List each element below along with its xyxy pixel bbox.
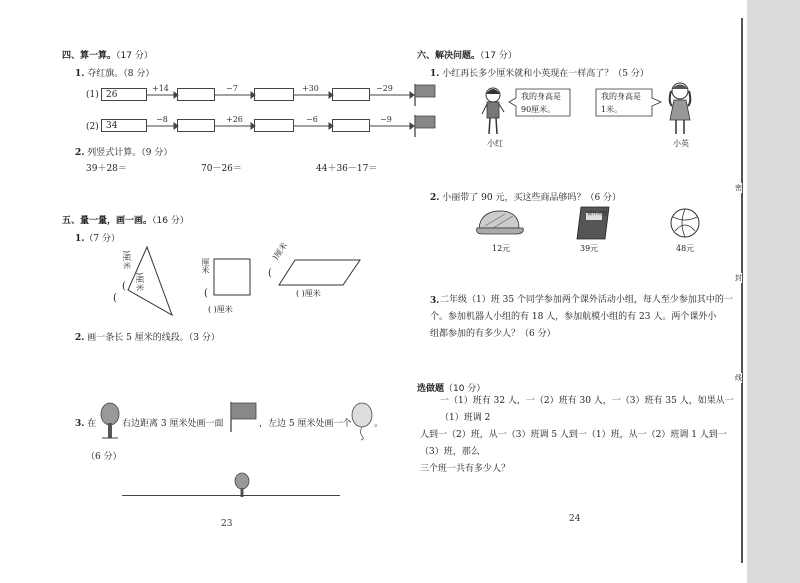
girl-xiaohong-icon <box>480 86 508 138</box>
square-label-left-paren: ( <box>204 288 208 299</box>
baseline <box>122 494 342 497</box>
section-5-title: 五、量一量，画一画。（16 分） <box>62 216 189 226</box>
question-5-3-text-c: ，左边 5 厘米处画一个 <box>259 419 352 429</box>
row2-tag: (2) <box>86 122 99 132</box>
girl-xiaoying-icon <box>665 80 695 138</box>
parallelogram-label-left-paren: ( <box>268 268 272 279</box>
question-5-3-text-d: 。 <box>374 419 384 429</box>
page-number-left: 23 <box>221 519 233 529</box>
margin-char-feng: 封 <box>735 274 742 282</box>
price-book: 39元 <box>580 244 599 253</box>
question-6-3-text: 二年级（1）班 35 个同学参加两个课外活动小组，每人至少参加其中的一 个。参加机器人小组的有 18 人，参加航模小组的有 23 人。两个课外小 组都参加的有多少人？（6 分） <box>430 295 733 339</box>
row2-op-1: −8 <box>156 115 168 124</box>
name-xiaohong: 小红 <box>487 139 503 148</box>
question-4-1: 1. 夺红旗。（8 分） <box>75 69 155 79</box>
triangle-label-right: )厘米 <box>135 272 144 292</box>
square-label-left: 厘米 <box>201 258 210 274</box>
volleyball-icon <box>669 207 701 239</box>
bubble1-line2: 90厘米。 <box>521 105 556 114</box>
question-5-3: 3. 在 <box>75 419 97 429</box>
optional-text: 一（1）班有 32 人，一（2）班有 30 人，一（3）班有 35 人，如果从一（1）班调 2 人到一（2）班，从一（3）班调 5 人到一（1）班，从一（2）班调 1 人到一（3）班，那么 三个班一共有多少人？ <box>420 396 734 474</box>
question-6-1: 1. 小红再长多少厘米就和小英现在一样高了？（5 分） <box>430 69 649 79</box>
question-5-1: 1.（7 分） <box>75 234 120 244</box>
question-5-2: 2. 画一条长 5 厘米的线段。（3 分） <box>75 333 220 343</box>
balloon-icon <box>350 402 375 440</box>
question-5-3-score: （6 分） <box>86 452 122 462</box>
question-5-3-text-b: 右边距离 3 厘米处画一面 <box>122 419 224 429</box>
bubble2-line2: 1米。 <box>601 105 623 114</box>
calc-3: 44＋36－17＝ <box>316 164 378 174</box>
row1-op-4: −29 <box>376 84 393 93</box>
binding-line <box>741 18 743 563</box>
question-6-2: 2. 小丽带了 90 元，买这些商品够吗？（6 分） <box>430 193 622 203</box>
section-6-title: 六、解决问题。（17 分） <box>417 51 517 61</box>
bubble2-line1: 我的身高是 <box>601 92 641 101</box>
row1-op-2: −7 <box>226 84 238 93</box>
page-number-right: 24 <box>569 514 581 524</box>
calc-1: 39＋28＝ <box>86 164 127 174</box>
book-title: 课外读物 <box>587 211 608 217</box>
section-4-title: 四、算一算。（17 分） <box>62 51 153 61</box>
row1-op-1: +14 <box>152 84 169 93</box>
tree-icon <box>99 401 121 441</box>
price-ball: 48元 <box>676 244 695 253</box>
margin-char-mi: 密 <box>735 184 742 192</box>
square-shape <box>213 258 253 298</box>
cap-icon <box>475 208 525 236</box>
row1-start-box: 26 <box>101 88 147 101</box>
row1-op-3: +30 <box>302 84 319 93</box>
square-label-bottom: ( )厘米 <box>208 305 233 314</box>
row2-op-3: −6 <box>306 115 318 124</box>
triangle-label-left: ( <box>113 293 117 304</box>
row2-op-4: −9 <box>380 115 392 124</box>
row2-op-2: +26 <box>226 115 243 124</box>
parallelogram-label-left: )厘米 <box>270 240 290 262</box>
calc-2: 70－26＝ <box>201 164 242 174</box>
margin-char-xian: 线 <box>735 374 742 382</box>
row2-start-box: 34 <box>101 119 147 132</box>
flag-icon <box>413 115 438 137</box>
price-cap: 12元 <box>492 244 511 253</box>
triangle-label-bottom: ( <box>122 281 126 292</box>
triangle-label-top: )厘米 <box>122 250 131 270</box>
binding-strip <box>747 0 800 583</box>
question-4-2: 2. 列竖式计算。（9 分） <box>75 148 173 158</box>
name-xiaoying: 小英 <box>673 139 689 148</box>
parallelogram-shape <box>278 258 363 288</box>
question-6-3-label: 3. <box>430 296 440 306</box>
parallelogram-label-bottom: ( )厘米 <box>296 289 321 298</box>
triangle-shape <box>125 245 175 320</box>
flag-icon <box>229 402 259 432</box>
row1-tag: (1) <box>86 90 99 100</box>
optional-title: 选做题（10 分） <box>417 384 486 394</box>
bubble1-line1: 我的身高是 <box>521 92 561 101</box>
